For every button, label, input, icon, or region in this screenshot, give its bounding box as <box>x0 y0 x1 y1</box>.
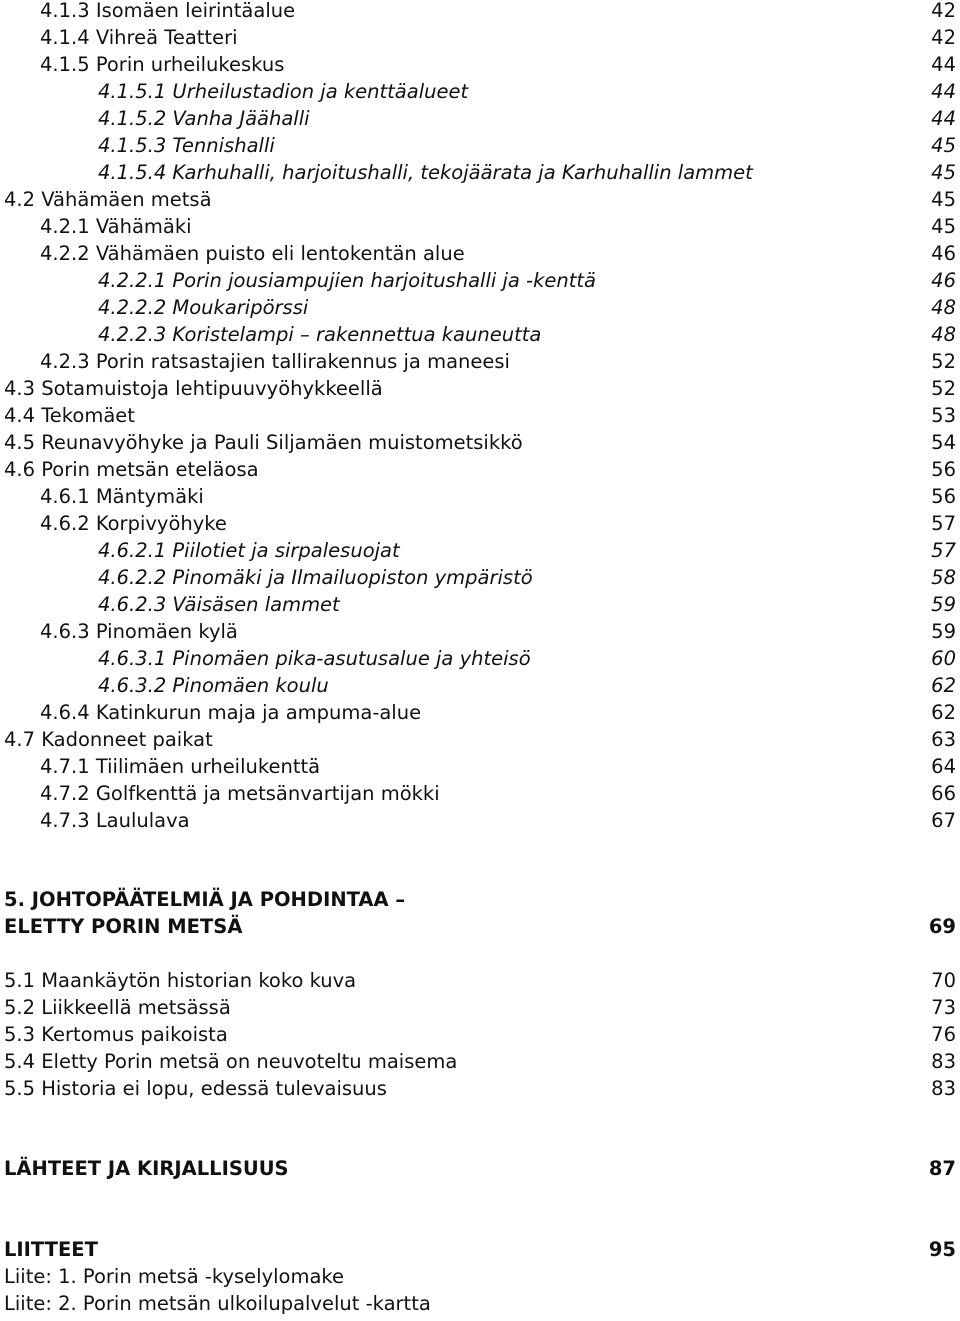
toc-entry-page: 46 <box>931 242 956 265</box>
toc-entry-page: 45 <box>931 215 956 238</box>
toc-row <box>40 754 956 780</box>
toc-entry-page: 70 <box>931 969 956 992</box>
toc-entry-page: 57 <box>931 512 956 535</box>
sources-heading: LÄHTEET JA KIRJALLISUUS <box>4 1157 289 1180</box>
toc-entry-title: 4.6.4 Katinkurun maja ja ampuma-alue <box>40 701 422 724</box>
toc-entry-title: 4.7.2 Golfkenttä ja metsänvartijan mökki <box>40 782 440 805</box>
toc-entry-page: 95 <box>928 1238 956 1261</box>
toc-entry-title: 4.7.1 Tiilimäen urheilukenttä <box>40 755 321 778</box>
toc-entry-title: Liite: 1. Porin metsä -kyselylomake <box>4 1265 345 1288</box>
toc-entry-page: 52 <box>931 377 956 400</box>
toc-row <box>4 376 956 402</box>
toc-entry-page: 44 <box>931 80 956 103</box>
toc-entry-page: 87 <box>928 1157 956 1180</box>
toc-row <box>40 214 956 240</box>
toc-row <box>4 914 956 940</box>
toc-entry-title: 5.4 Eletty Porin metsä on neuvoteltu maisema <box>4 1050 458 1073</box>
toc-entry-title: 4.6 Porin metsän eteläosa <box>4 458 259 481</box>
toc-row <box>98 160 956 186</box>
appendix-item <box>4 1291 956 1317</box>
toc-entry-title: 4.2.3 Porin ratsastajien tallirakennus ja maneesi <box>40 350 510 373</box>
toc-row <box>40 25 956 51</box>
toc-entry-title: 4.1.5 Porin urheilukeskus <box>40 53 285 76</box>
toc-entry-page: 45 <box>931 134 956 157</box>
toc-row <box>40 700 956 726</box>
toc-entry-title: 4.3 Sotamuistoja lehtipuuvyöhykkeellä <box>4 377 383 400</box>
toc-row <box>40 349 956 375</box>
toc-entry-title: 4.6.2.2 Pinomäki ja Ilmailuopiston ympäristö <box>98 566 533 589</box>
toc-entry-page: 62 <box>931 674 956 697</box>
toc-row <box>4 1049 956 1075</box>
toc-row <box>98 295 956 321</box>
toc-row <box>98 79 956 105</box>
toc-entry-page: 53 <box>931 404 956 427</box>
toc-entry-title: 4.2.1 Vähämäki <box>40 215 192 238</box>
toc-entry-title: 4.5 Reunavyöhyke ja Pauli Siljamäen muistometsikkö <box>4 431 523 454</box>
toc-entry-title: 4.6.1 Mäntymäki <box>40 485 204 508</box>
toc-entry-title: Liite: 2. Porin metsän ulkoilupalvelut -kartta <box>4 1292 431 1315</box>
toc-row <box>4 1076 956 1102</box>
toc-row <box>40 0 956 24</box>
toc-entry-page: 66 <box>931 782 956 805</box>
toc-row <box>4 403 956 429</box>
toc-row <box>4 727 956 753</box>
toc-row <box>98 538 956 564</box>
toc-entry-title: 4.2.2.2 Moukaripörssi <box>98 296 309 319</box>
toc-entry-title: 4.1.5.1 Urheilustadion ja kenttäalueet <box>98 80 469 103</box>
toc-entry-title: 4.1.4 Vihreä Teatteri <box>40 26 238 49</box>
toc-entry-page: 58 <box>931 566 956 589</box>
toc-entry-title: 4.6.3.1 Pinomäen pika-asutusalue ja yhteisö <box>98 647 531 670</box>
toc-row <box>98 133 956 159</box>
toc-row <box>4 995 956 1021</box>
toc-entry-page: 52 <box>931 350 956 373</box>
toc-entry-page: 64 <box>931 755 956 778</box>
chapter-heading-line2: ELETTY PORIN METSÄ <box>4 915 243 938</box>
toc-entry-title: 5.5 Historia ei lopu, edessä tulevaisuus <box>4 1077 387 1100</box>
toc-entry-page: 44 <box>931 53 956 76</box>
toc-row <box>4 1156 956 1182</box>
toc-entry-page: 48 <box>931 296 956 319</box>
toc-row <box>4 187 956 213</box>
toc-entry-title: 4.7.3 Laululava <box>40 809 190 832</box>
toc-entry-page: 48 <box>931 323 956 346</box>
toc-row <box>40 484 956 510</box>
toc-entry-title: 4.2 Vähämäen metsä <box>4 188 212 211</box>
toc-entry-page: 73 <box>931 996 956 1019</box>
toc-entry-title: 4.4 Tekomäet <box>4 404 135 427</box>
toc-row <box>4 1237 956 1263</box>
toc-row <box>40 781 956 807</box>
toc-row <box>40 241 956 267</box>
toc-row <box>98 106 956 132</box>
toc-row <box>4 430 956 456</box>
toc-entry-page: 83 <box>931 1050 956 1073</box>
toc-entry-page: 67 <box>931 809 956 832</box>
toc-row <box>40 619 956 645</box>
toc-row <box>98 646 956 672</box>
toc-entry-title: 5.3 Kertomus paikoista <box>4 1023 228 1046</box>
toc-entry-page: 62 <box>931 701 956 724</box>
toc-entry-title: 4.6.3 Pinomäen kylä <box>40 620 238 643</box>
toc-entry-title: 4.2.2.1 Porin jousiampujien harjoitushalli ja -kenttä <box>98 269 596 292</box>
toc-entry-page: 83 <box>931 1077 956 1100</box>
toc-entry-title: 4.2.2 Vähämäen puisto eli lentokentän alue <box>40 242 465 265</box>
toc-entry-page: 76 <box>931 1023 956 1046</box>
toc-row <box>98 565 956 591</box>
toc-row <box>40 511 956 537</box>
toc-entry-title: 4.1.5.4 Karhuhalli, harjoitushalli, tekojäärata ja Karhuhallin lammet <box>98 161 753 184</box>
toc-entry-page: 59 <box>931 620 956 643</box>
toc-entry-page: 69 <box>928 915 956 938</box>
toc-entry-page: 42 <box>931 0 956 22</box>
toc-entry-page: 42 <box>931 26 956 49</box>
appendices-heading: LIITTEET <box>4 1238 98 1261</box>
toc-row <box>98 322 956 348</box>
toc-entry-page: 60 <box>931 647 956 670</box>
chapter-heading-line1: 5. JOHTOPÄÄTELMIÄ JA POHDINTAA – <box>4 888 406 911</box>
toc-row <box>98 268 956 294</box>
toc-row <box>98 592 956 618</box>
toc-entry-page: 45 <box>931 188 956 211</box>
toc-entry-page: 56 <box>931 485 956 508</box>
toc-row <box>4 968 956 994</box>
toc-entry-title: 4.2.2.3 Koristelampi – rakennettua kauneutta <box>98 323 542 346</box>
toc-entry-page: 46 <box>931 269 956 292</box>
toc-entry-page: 57 <box>931 539 956 562</box>
toc-row <box>40 52 956 78</box>
toc-entry-page: 56 <box>931 458 956 481</box>
toc-entry-title: 4.1.3 Isomäen leirintäalue <box>40 0 296 22</box>
toc-entry-title: 4.1.5.3 Tennishalli <box>98 134 275 157</box>
toc-entry-page: 44 <box>931 107 956 130</box>
toc-entry-page: 59 <box>931 593 956 616</box>
toc-row <box>4 1022 956 1048</box>
toc-entry-page: 63 <box>931 728 956 751</box>
toc-entry-title: 4.1.5.2 Vanha Jäähalli <box>98 107 310 130</box>
toc-entry-title: 4.6.3.2 Pinomäen koulu <box>98 674 329 697</box>
toc-row <box>4 457 956 483</box>
toc-row <box>98 673 956 699</box>
toc-entry-title: 4.6.2 Korpivyöhyke <box>40 512 227 535</box>
toc-entry-title: 4.6.2.3 Väisäsen lammet <box>98 593 340 616</box>
toc-entry-title: 5.1 Maankäytön historian koko kuva <box>4 969 357 992</box>
toc-entry-page: 54 <box>931 431 956 454</box>
toc-entry-title: 5.2 Liikkeellä metsässä <box>4 996 231 1019</box>
toc-entry-page: 45 <box>931 161 956 184</box>
toc-row <box>40 808 956 834</box>
appendix-item <box>4 1264 956 1290</box>
toc-entry-title: 4.7 Kadonneet paikat <box>4 728 213 751</box>
toc-entry-title: 4.6.2.1 Piilotiet ja sirpalesuojat <box>98 539 400 562</box>
